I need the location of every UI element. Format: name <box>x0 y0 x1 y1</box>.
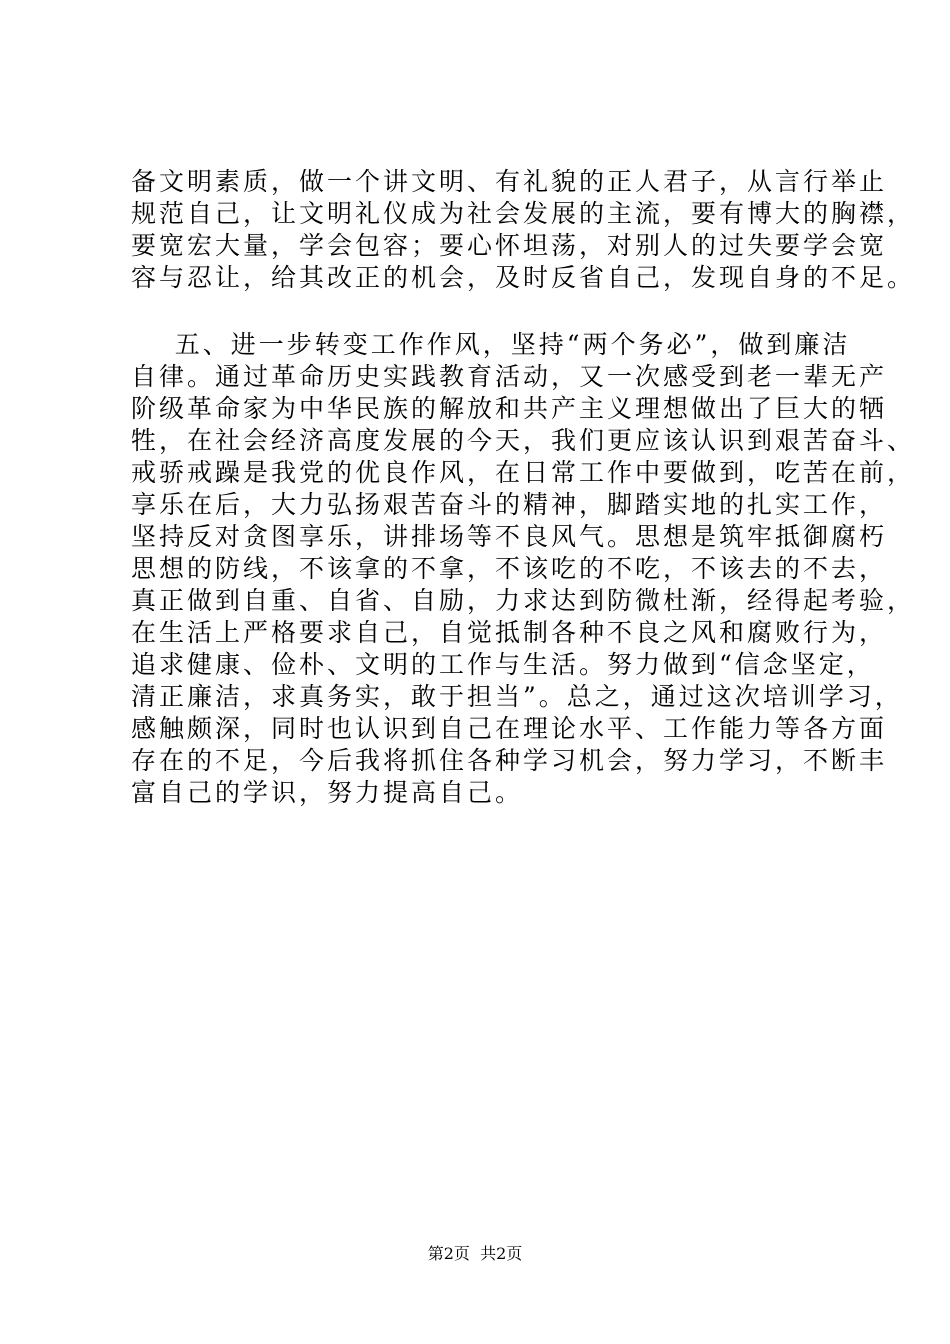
text-line: 阶级革命家为中华民族的解放和共产主义理想做出了巨大的牺 <box>131 394 888 423</box>
text-line: 感触颇深，同时也认识到自己在理论水平、工作能力等各方面 <box>131 714 888 743</box>
text-line: 真正做到自重、自省、自励，力求达到防微杜渐，经得起考验， <box>131 586 916 615</box>
page-number: 第2页 共2页 <box>427 1244 523 1263</box>
text-line: 要宽宏大量，学会包容；要心怀坦荡，对别人的过失要学会宽 <box>131 231 888 260</box>
page-footer <box>0 1244 950 1264</box>
text-line: 自律。通过革命历史实践教育活动，又一次感受到老一辈无产 <box>131 362 888 391</box>
text-line: 坚持反对贪图享乐，讲排场等不良风气。思想是筑牢抵御腐朽 <box>131 522 888 551</box>
text-line: 备文明素质，做一个讲文明、有礼貌的正人君子，从言行举止 <box>131 167 888 196</box>
text-line: 规范自己，让文明礼仪成为社会发展的主流，要有博大的胸襟， <box>131 199 916 228</box>
paragraph-gap <box>131 294 831 329</box>
body-text <box>131 166 916 809</box>
text-line: 存在的不足，今后我将抓住各种学习机会，努力学习，不断丰 <box>131 746 888 775</box>
text-line: 戒骄戒躁是我党的优良作风，在日常工作中要做到，吃苦在前， <box>131 458 916 487</box>
text-line: 享乐在后，大力弘扬艰苦奋斗的精神，脚踏实地的扎实工作， <box>131 490 888 519</box>
text-line: 清正廉洁，求真务实，敢于担当”。总之，通过这次培训学习， <box>131 682 903 711</box>
paragraph-1 <box>131 166 916 294</box>
text-line: 牲，在社会经济高度发展的今天，我们更应该认识到艰苦奋斗、 <box>131 426 916 455</box>
text-line: 富自己的学识，努力提高自己。 <box>131 778 524 807</box>
paragraph-2 <box>131 329 916 809</box>
text-line: 容与忍让，给其改正的机会，及时反省自己，发现自身的不足。 <box>131 263 916 292</box>
text-line: 在生活上严格要求自己，自觉抵制各种不良之风和腐败行为， <box>131 618 888 647</box>
text-line: 五、进一步转变工作作风，坚持“两个务必”，做到廉洁 <box>131 330 851 359</box>
text-line: 思想的防线，不该拿的不拿，不该吃的不吃，不该去的不去， <box>131 554 888 583</box>
text-line: 追求健康、俭朴、文明的工作与生活。努力做到“信念坚定， <box>131 650 875 679</box>
